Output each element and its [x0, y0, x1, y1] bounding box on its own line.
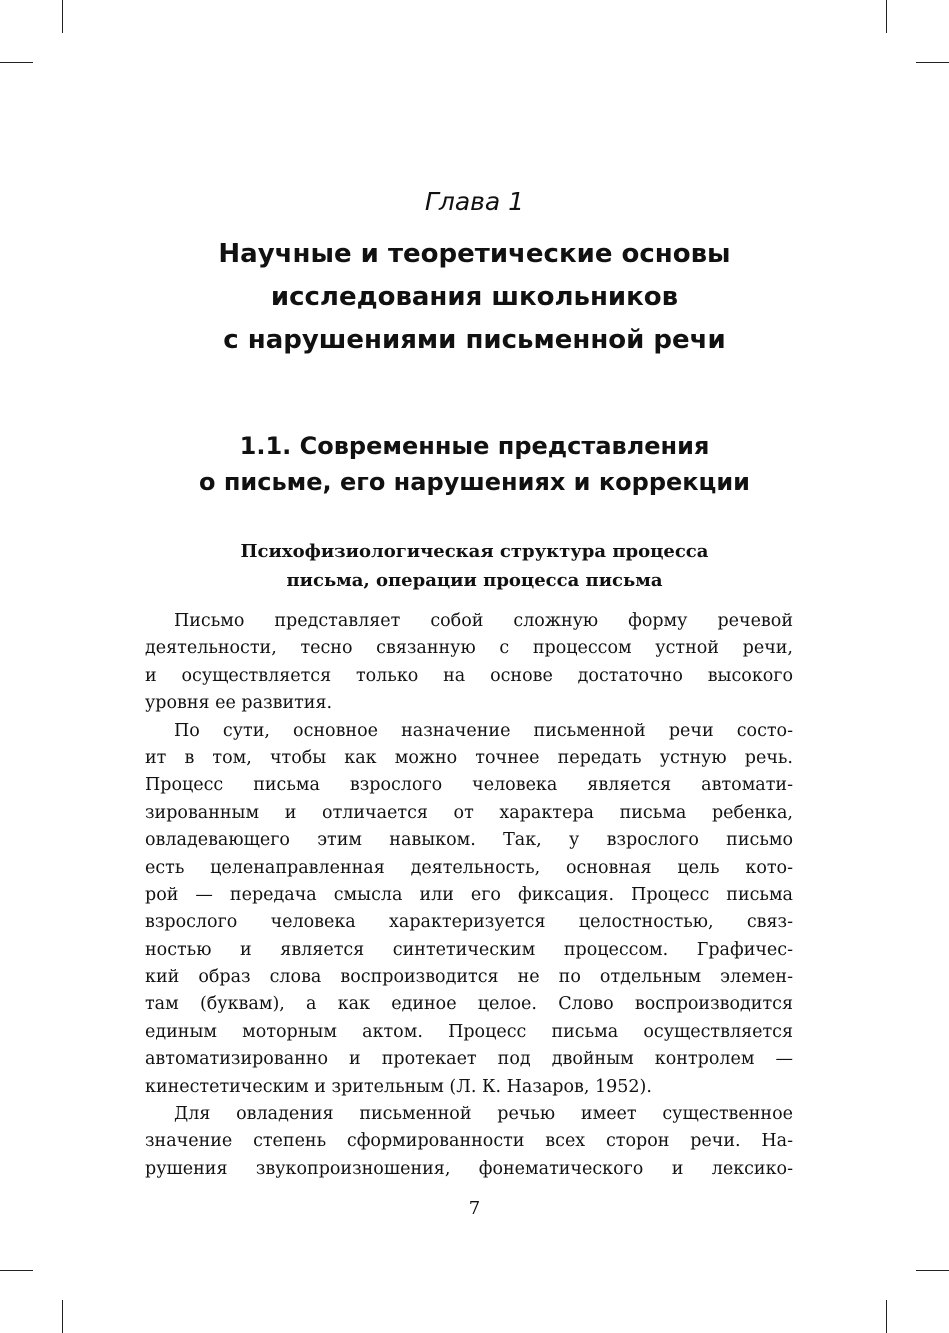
paragraph-line: ит в том, чтобы как можно точнее передать устную речь. — [145, 747, 793, 768]
section-title-line: 1.1. Современные представления — [239, 432, 710, 460]
paragraph-line: кий образ слова воспроизводится не по отдельным элемен- — [145, 967, 793, 988]
paragraph-line: кинестетическим и зрительным (Л. К. Назаров, 1952). — [145, 1076, 652, 1097]
paragraph-line: ностью и является синтетическим процессом. Графичес- — [145, 939, 793, 960]
paragraph-line: Для овладения письменной речью имеет существенное — [174, 1104, 793, 1125]
paragraph-line: и осуществляется только на основе достаточно высокого — [145, 665, 793, 686]
crop-mark-bottom-right-vertical — [886, 1300, 887, 1333]
section-title-line: о письме, его нарушениях и коррекции — [199, 468, 750, 496]
body-text — [145, 608, 793, 1183]
paragraph-line: взрослого человека характеризуется целостностью, связ- — [145, 912, 793, 933]
crop-mark-top-right-vertical — [886, 0, 887, 33]
paragraph-line: Процесс письма взрослого человека является автомати- — [145, 775, 793, 796]
chapter-title-line: исследования школьников — [270, 282, 679, 312]
paragraph-line: уровня ее развития. — [145, 693, 333, 714]
paragraph-line: единым моторным актом. Процесс письма осуществляется — [145, 1021, 793, 1042]
crop-mark-bottom-left-vertical — [62, 1300, 63, 1333]
paragraph-line: По сути, основное назначение письменной речи состо- — [174, 720, 793, 741]
chapter-title — [0, 233, 949, 362]
crop-mark-top-left-horizontal — [0, 62, 33, 63]
paragraph-line: зированным и отличается от характера письма ребенка, — [145, 802, 793, 823]
paragraph-line: рушения звукопроизношения, фонематического и лексико- — [145, 1158, 793, 1179]
page-number: 7 — [468, 1198, 481, 1219]
subsection-title-line: Психофизиологическая структура процесса — [240, 541, 709, 562]
crop-mark-top-right-horizontal — [916, 62, 949, 63]
section-title — [0, 428, 949, 500]
subsection-title-line: письма, операции процесса письма — [286, 570, 663, 591]
paragraph-line: есть целенаправленная деятельность, основная цель кото- — [145, 857, 793, 878]
crop-mark-bottom-left-horizontal — [0, 1270, 33, 1271]
crop-mark-top-left-vertical — [62, 0, 63, 33]
paragraph-line: Письмо представляет собой сложную форму речевой — [174, 611, 793, 631]
subsection-title — [0, 537, 949, 595]
chapter-title-line: Научные и теоретические основы — [218, 239, 731, 269]
paragraph-line: овладевающего этим навыком. Так, у взрослого письмо — [145, 830, 793, 851]
paragraph-line: рой — передача смысла или его фиксация. Процесс письма — [145, 884, 793, 905]
paragraph-line: там (буквам), а как единое целое. Слово воспроизводится — [145, 994, 793, 1015]
crop-mark-bottom-right-horizontal — [916, 1270, 949, 1271]
chapter-title-line: с нарушениями письменной речи — [223, 325, 726, 355]
paragraph-line: автоматизированно и протекает под двойным контролем — — [145, 1049, 793, 1070]
paragraph-line: значение степень сформированности всех сторон речи. На- — [145, 1131, 793, 1152]
chapter-label: Глава 1 — [424, 187, 525, 216]
paragraph-line: деятельности, тесно связанную с процессом устной речи, — [145, 638, 793, 659]
